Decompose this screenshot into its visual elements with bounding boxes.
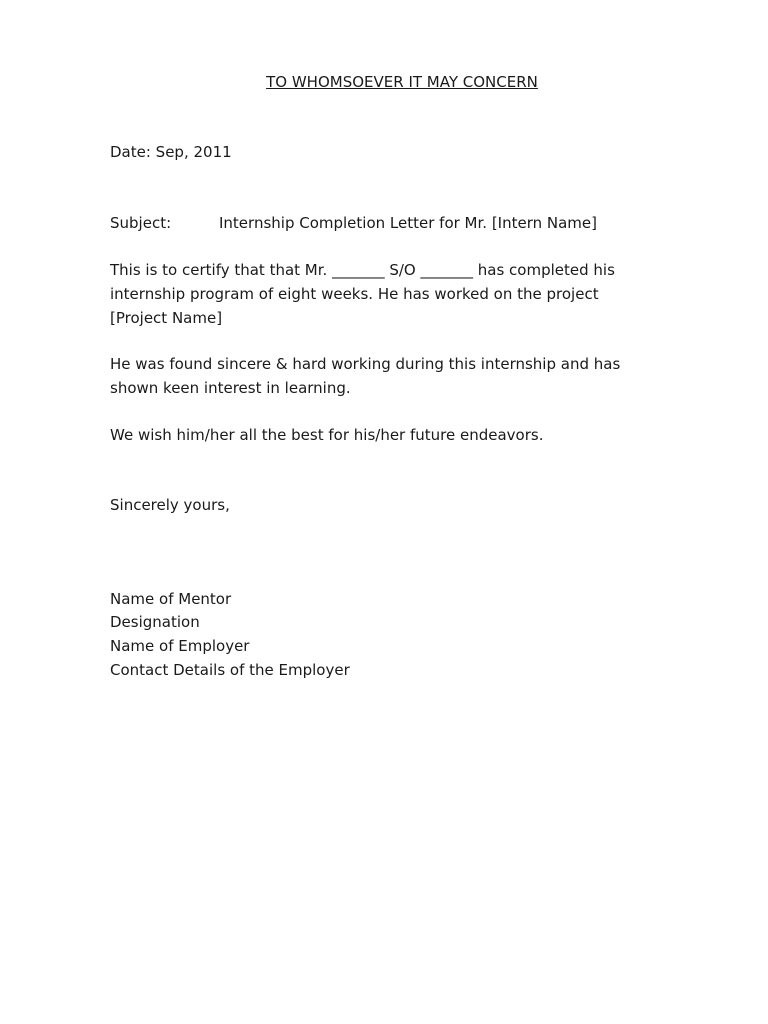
evaluation-paragraph: He was found sincere & hard working during this internship and has shown keen interest in learning. bbox=[110, 355, 621, 397]
wishes-paragraph: We wish him/her all the best for his/her future endeavors. bbox=[110, 426, 544, 444]
subject-text: Internship Completion Letter for Mr. [Intern Name] bbox=[219, 214, 597, 232]
closing: Sincerely yours, bbox=[110, 496, 230, 514]
certification-paragraph: This is to certify that that Mr. _______ S/O _______ has completed his internship program of eight weeks. He has worked on the project [Project Name] bbox=[110, 261, 615, 327]
signature-employer-name: Name of Employer bbox=[110, 637, 250, 655]
signature-employer-contact: Contact Details of the Employer bbox=[110, 661, 350, 679]
signature-mentor-name: Name of Mentor bbox=[110, 590, 232, 608]
letter-date: Date: Sep, 2011 bbox=[110, 143, 232, 161]
letter-heading: TO WHOMSOEVER IT MAY CONCERN bbox=[266, 73, 538, 91]
signature-designation: Designation bbox=[110, 613, 200, 631]
subject-label: Subject: bbox=[110, 214, 172, 232]
